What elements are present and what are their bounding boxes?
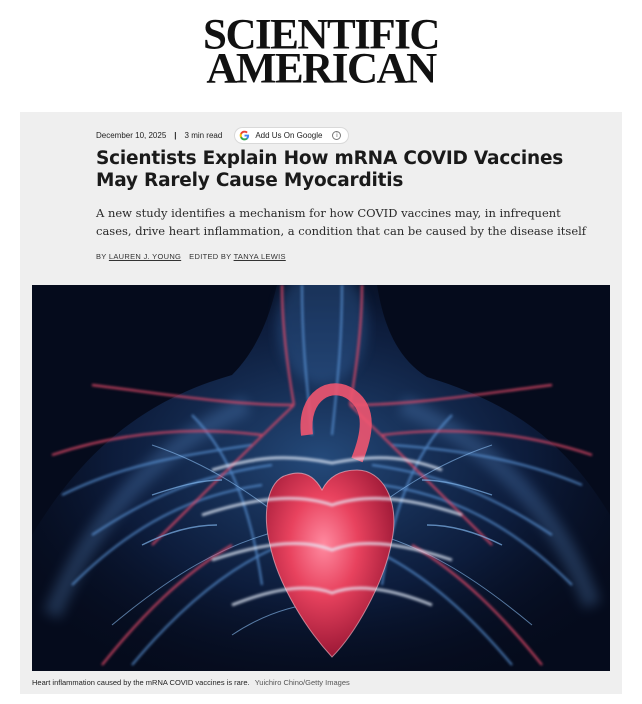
google-g-icon [239, 130, 250, 141]
read-time: 3 min read [184, 130, 223, 140]
by-label: BY [96, 252, 107, 261]
caption-text: Heart inflammation caused by the mRNA COVID vaccines is rare. [32, 678, 250, 687]
site-logo[interactable] [0, 10, 642, 93]
logo-line-1: SCIENTIFIC [203, 10, 439, 59]
meta-separator: | [174, 130, 177, 140]
add-us-on-google-button[interactable] [234, 127, 349, 144]
article-dek: A new study identifies a mechanism for how COVID vaccines may, in infrequent cases, drive heart inflammation, a condition that can be caused by the disease itself [96, 206, 587, 238]
info-icon[interactable]: i [332, 131, 341, 140]
article-header [20, 112, 622, 694]
byline [96, 252, 286, 261]
editor-link[interactable]: TANYA LEWIS [233, 252, 286, 261]
edited-by-label: EDITED BY [189, 252, 232, 261]
logo-line-2: AMERICAN [206, 44, 436, 93]
author-link[interactable]: LAUREN J. YOUNG [108, 252, 182, 261]
google-button-label: Add Us On Google [255, 130, 323, 140]
hero-image [32, 285, 610, 671]
image-caption [32, 678, 350, 687]
image-credit: Yuichiro Chino/Getty Images [254, 678, 350, 687]
heart-illustration [32, 285, 610, 671]
publish-date: December 10, 2025 [96, 130, 167, 140]
article-meta [96, 126, 349, 144]
article-headline: Scientists Explain How mRNA COVID Vaccines May Rarely Cause Myocarditis [96, 148, 564, 191]
